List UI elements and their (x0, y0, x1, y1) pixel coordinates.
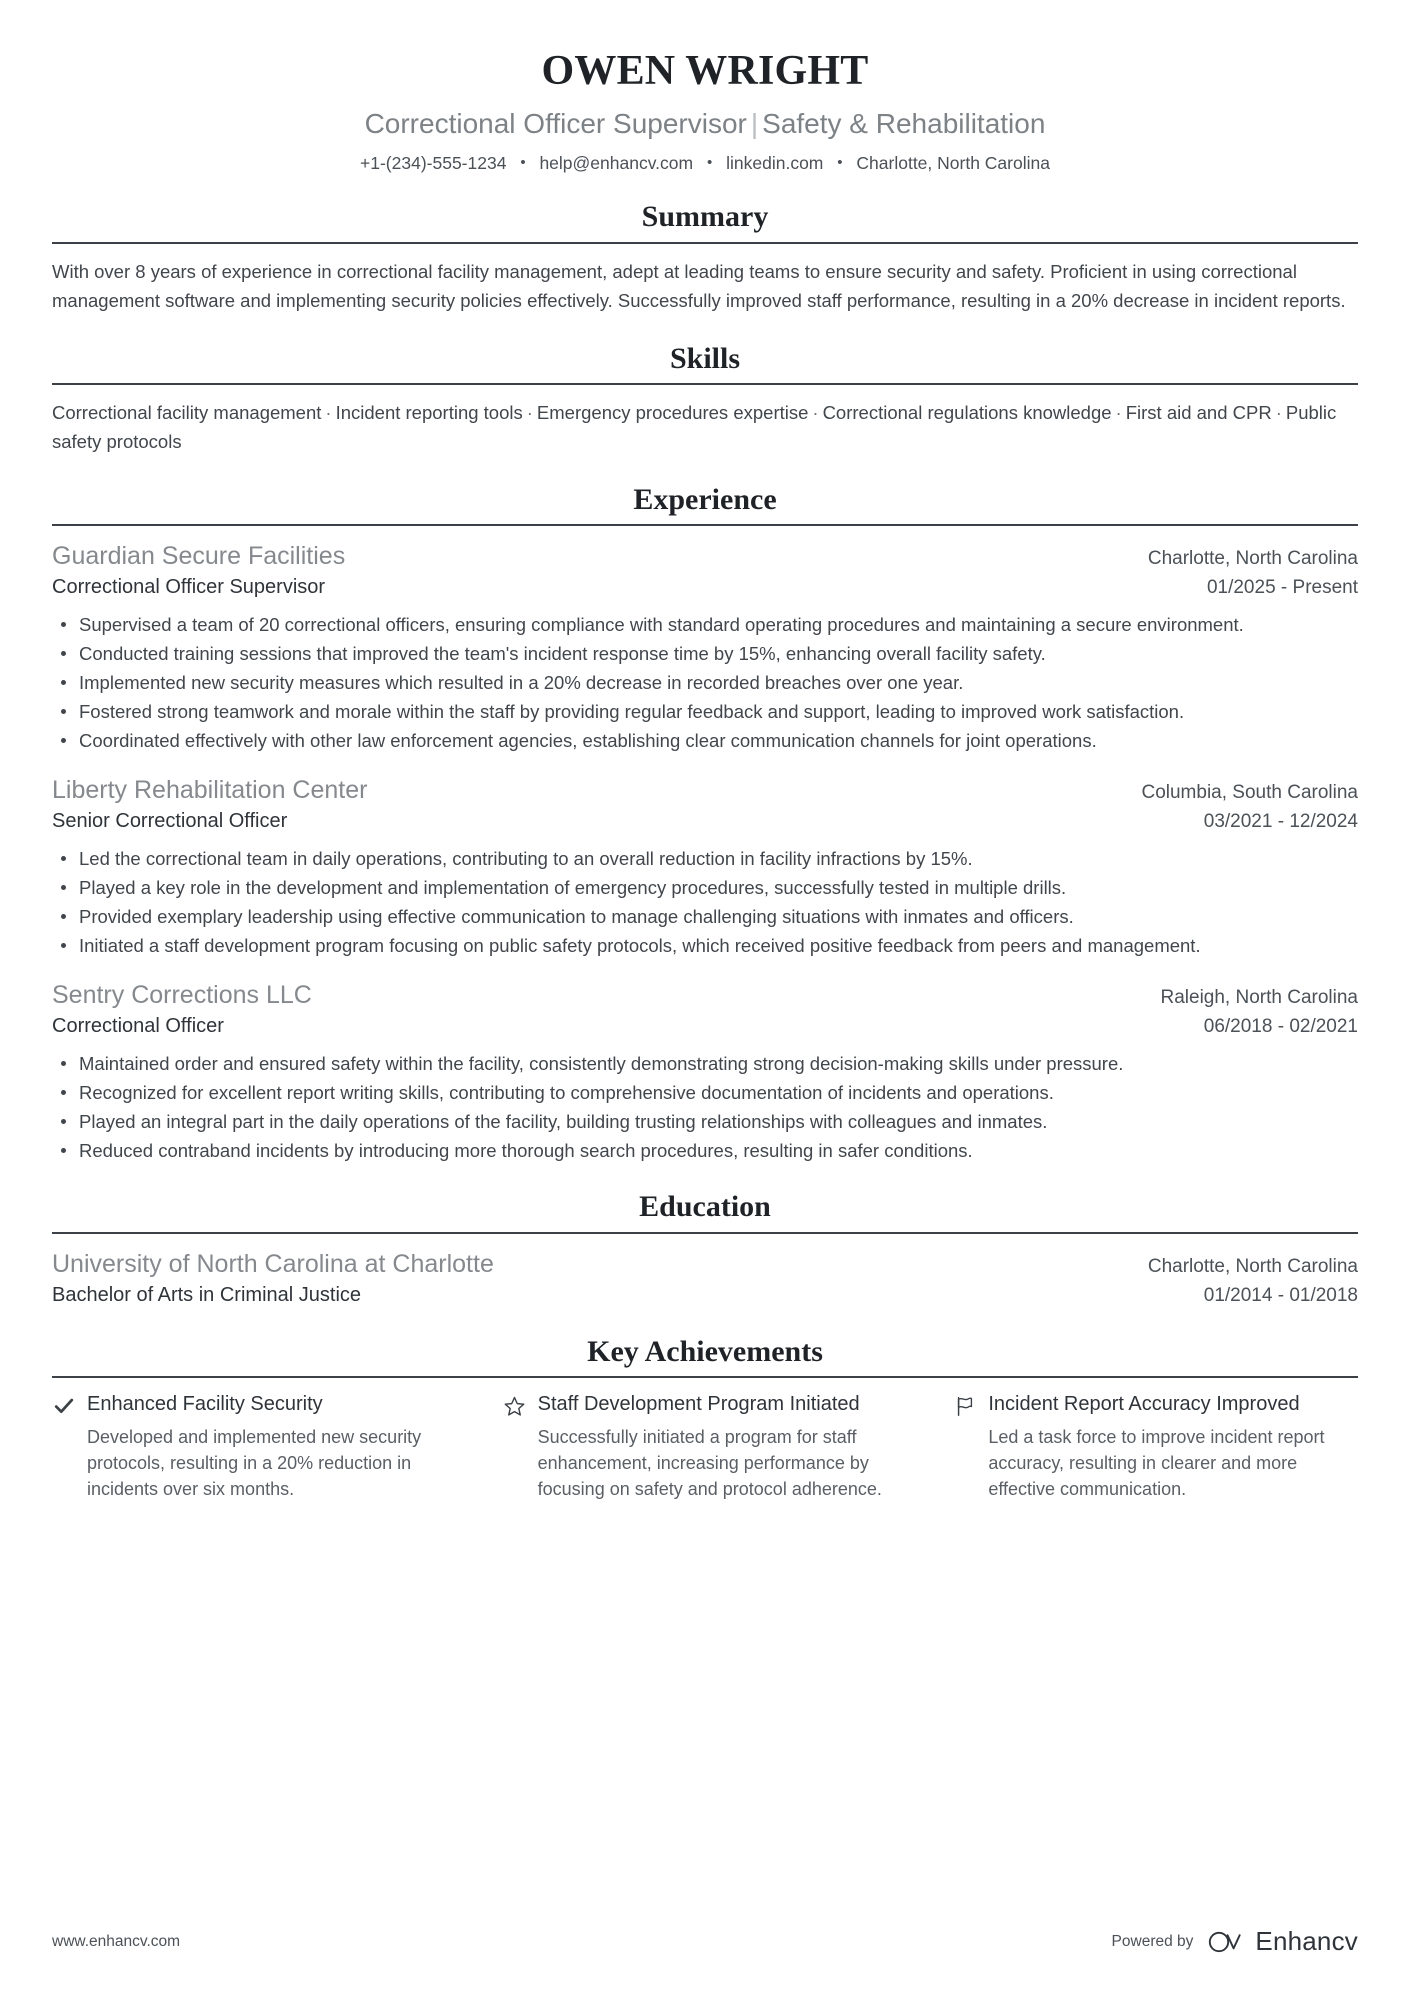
education-entry (52, 1248, 1358, 1309)
achievement-header (503, 1392, 908, 1418)
summary-text: With over 8 years of experience in correctional facility management, adept at leading teams to ensure security and safety. Proficient in using correctional management software and implementing security policies effectively. Successfully improved staff performance, resulting in a 20% decrease in incident reports. (52, 260, 1346, 311)
entry-header-row (52, 979, 1358, 1011)
contact-phone[interactable]: +1-(234)-555-1234 (360, 152, 507, 173)
headline-divider: | (750, 108, 759, 140)
school-name: University of North Carolina at Charlotte (52, 1249, 494, 1278)
entry-subheader-row (52, 1011, 1358, 1040)
contact-linkedin[interactable]: linkedin.com (726, 152, 824, 173)
section-skills (52, 342, 1358, 457)
achievement-title: Staff Development Program Initiated (537, 1393, 860, 1416)
skill-separator-icon: · (325, 402, 332, 424)
contact-location: Charlotte, North Carolina (856, 152, 1050, 173)
headline-primary: Correctional Officer Supervisor (364, 108, 747, 140)
job-title: Correctional Officer (52, 1015, 224, 1038)
responsibility-item: Supervised a team of 20 correctional officers, ensuring compliance with standard operating procedures and maintaining a secure environment. (52, 611, 1358, 638)
responsibility-item: Conducted training sessions that improved the team's incident response time by 15%, enhancing overall facility safety. (52, 640, 1358, 667)
responsibility-list (52, 611, 1358, 754)
achievement-description: Led a task force to improve incident report accuracy, resulting in clearer and more effective communication. (988, 1427, 1325, 1500)
responsibility-item: Provided exemplary leadership using effective communication to manage challenging situations with inmates and officers. (52, 903, 1358, 930)
skills-list (52, 399, 1358, 457)
skill-separator-icon: · (812, 402, 819, 424)
achievement-card (503, 1392, 908, 1503)
enhancv-logo (1207, 1926, 1358, 1957)
responsibility-list (52, 1050, 1358, 1164)
enhancv-mark-icon (1207, 1929, 1247, 1955)
footer-website-link[interactable]: www.enhancv.com (52, 1932, 181, 1950)
section-heading-experience: Experience (633, 482, 777, 516)
enhancv-wordmark: Enhancv (1255, 1926, 1358, 1956)
experience-entry (52, 979, 1358, 1164)
contact-separator-icon: • (706, 153, 713, 171)
achievement-header (953, 1392, 1358, 1418)
responsibility-item: Played a key role in the development and implementation of emergency procedures, successfully tested in multiple drills. (52, 874, 1358, 901)
employer-location: Columbia, South Carolina (1141, 782, 1358, 804)
entry-header-row (52, 774, 1358, 806)
section-heading-achievements: Key Achievements (587, 1334, 823, 1368)
skill-item: Correctional facility management (52, 402, 322, 424)
contact-separator-icon: • (520, 153, 526, 171)
job-title: Senior Correctional Officer (52, 810, 288, 833)
job-title: Correctional Officer Supervisor (52, 576, 326, 599)
employer-location: Raleigh, North Carolina (1160, 987, 1358, 1009)
employment-dates: 03/2021 - 12/2024 (1203, 811, 1358, 833)
section-divider (52, 1232, 1358, 1234)
page-title: OWEN WRIGHT (541, 48, 869, 94)
employer-name: Guardian Secure Facilities (52, 542, 346, 571)
contact-separator-icon: • (837, 153, 843, 171)
section-heading-summary: Summary (641, 200, 769, 234)
powered-by-label: Powered by (1111, 1932, 1194, 1950)
section-heading-skills: Skills (669, 341, 741, 375)
experience-entry (52, 540, 1358, 754)
skill-separator-icon: · (1275, 402, 1282, 424)
section-education (52, 1190, 1358, 1309)
section-heading-education: Education (639, 1190, 771, 1224)
professional-headline (52, 107, 1358, 141)
contact-info (52, 152, 1358, 175)
section-key-achievements (52, 1335, 1358, 1503)
entry-header-row (52, 540, 1358, 572)
employer-name: Liberty Rehabilitation Center (52, 776, 368, 805)
entry-subheader-row (52, 572, 1358, 601)
responsibility-list (52, 845, 1358, 959)
achievements-grid (52, 1392, 1358, 1503)
flag-icon (953, 1392, 977, 1418)
headline-secondary: Safety & Rehabilitation (762, 108, 1046, 140)
achievement-description: Successfully initiated a program for staff enhancement, increasing performance by focusing on safety and protocol adherence. (537, 1427, 882, 1500)
star-icon (503, 1392, 527, 1418)
achievement-card (52, 1392, 457, 1503)
skill-item: Public safety protocols (52, 402, 1337, 452)
responsibility-item: Played an integral part in the daily operations of the facility, building trusting relationships with colleagues and inmates. (52, 1108, 1358, 1135)
footer-branding (1112, 1926, 1358, 1957)
check-icon (52, 1392, 76, 1418)
entry-header-row (52, 1248, 1358, 1280)
section-divider (52, 383, 1358, 385)
resume-header (52, 40, 1358, 174)
achievement-title: Incident Report Accuracy Improved (988, 1393, 1300, 1416)
section-divider (52, 242, 1358, 244)
degree-title: Bachelor of Arts in Criminal Justice (52, 1283, 362, 1306)
skill-item: Correctional regulations knowledge (822, 402, 1112, 424)
achievement-description: Developed and implemented new security protocols, resulting in a 20% reduction in incidents over six months. (87, 1427, 422, 1500)
entry-subheader-row (52, 1280, 1358, 1309)
skill-item: Emergency procedures expertise (536, 402, 809, 424)
employment-dates: 01/2025 - Present (1206, 577, 1358, 599)
section-summary (52, 200, 1358, 315)
contact-email[interactable]: help@enhancv.com (539, 152, 694, 173)
skill-separator-icon: · (1115, 402, 1122, 424)
experience-entries (52, 540, 1358, 1164)
skill-item: First aid and CPR (1125, 402, 1272, 424)
entry-subheader-row (52, 806, 1358, 835)
responsibility-item: Coordinated effectively with other law enforcement agencies, establishing clear communication channels for joint operations. (52, 727, 1358, 754)
responsibility-item: Implemented new security measures which resulted in a 20% decrease in recorded breaches over one year. (52, 669, 1358, 696)
skill-separator-icon: · (526, 402, 533, 424)
achievement-header (52, 1392, 457, 1418)
education-entries (52, 1248, 1358, 1309)
employer-name: Sentry Corrections LLC (52, 981, 312, 1010)
education-dates: 01/2014 - 01/2018 (1203, 1284, 1358, 1306)
skill-item: Incident reporting tools (335, 402, 523, 424)
school-location: Charlotte, North Carolina (1147, 1255, 1358, 1277)
responsibility-item: Led the correctional team in daily operations, contributing to an overall reduction in facility infractions by 15%. (52, 845, 1358, 872)
experience-entry (52, 774, 1358, 959)
page-footer (52, 1926, 1358, 1957)
section-divider (52, 1376, 1358, 1378)
employment-dates: 06/2018 - 02/2021 (1203, 1016, 1358, 1038)
responsibility-item: Initiated a staff development program focusing on public safety protocols, which received positive feedback from peers and management. (52, 932, 1358, 959)
employer-location: Charlotte, North Carolina (1147, 548, 1358, 570)
responsibility-item: Recognized for excellent report writing skills, contributing to comprehensive documentation of incidents and operations. (52, 1079, 1358, 1106)
section-divider (52, 524, 1358, 526)
section-experience (52, 483, 1358, 1165)
responsibility-item: Maintained order and ensured safety within the facility, consistently demonstrating strong decision-making skills under pressure. (52, 1050, 1358, 1077)
achievement-card (953, 1392, 1358, 1503)
responsibility-item: Fostered strong teamwork and morale within the staff by providing regular feedback and support, leading to improved work satisfaction. (52, 698, 1358, 725)
achievement-title: Enhanced Facility Security (87, 1393, 323, 1416)
responsibility-item: Reduced contraband incidents by introducing more thorough search procedures, resulting in safer conditions. (52, 1137, 1358, 1164)
